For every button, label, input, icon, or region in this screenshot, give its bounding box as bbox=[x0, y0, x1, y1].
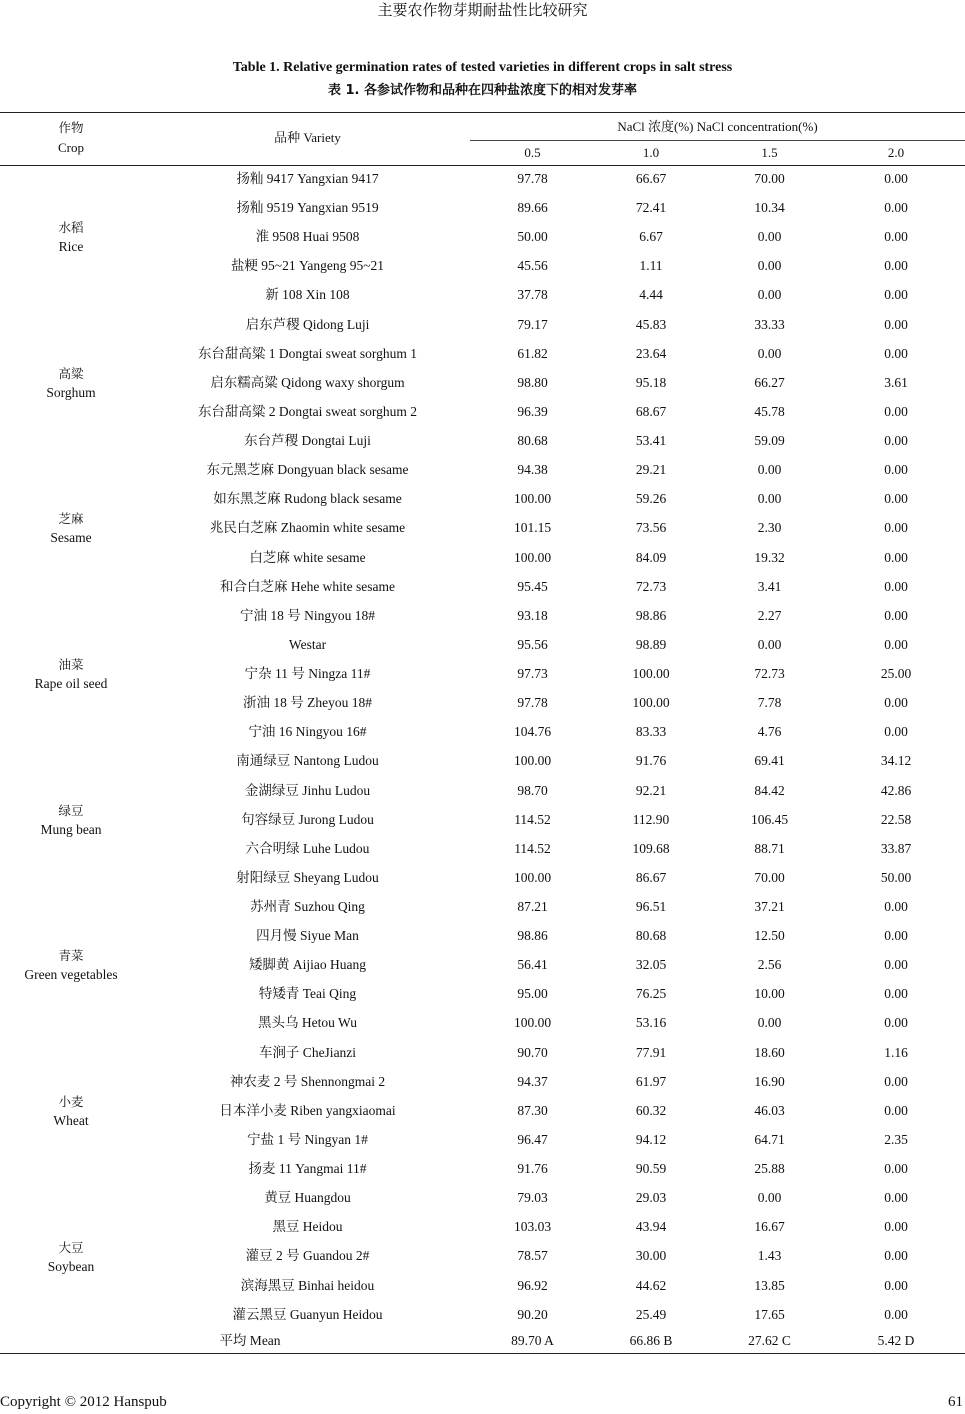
value-0.5-cell: 61.82 bbox=[517, 346, 548, 361]
crop-name-en: Sorghum bbox=[46, 385, 96, 400]
value-0.5-cell: 97.78 bbox=[517, 695, 548, 710]
value-1.0-cell: 94.12 bbox=[635, 1132, 667, 1147]
value-1.0-cell: 86.67 bbox=[635, 870, 667, 885]
value-0.5-cell: 96.92 bbox=[517, 1278, 548, 1293]
crop-name-en: Sesame bbox=[50, 530, 92, 545]
header-level-1.5: 1.5 bbox=[761, 145, 778, 160]
variety-cell: 淮 9508 Huai 9508 bbox=[255, 229, 360, 244]
crop-name-zh: 芝麻 bbox=[58, 511, 84, 526]
variety-cell: 金湖绿豆 Jinhu Ludou bbox=[244, 783, 371, 798]
variety-cell: 苏州青 Suzhou Qing bbox=[250, 899, 365, 914]
value-1.0-cell: 109.68 bbox=[632, 841, 670, 856]
value-1.5-cell: 2.56 bbox=[757, 957, 782, 972]
variety-cell: 扬籼 9417 Yangxian 9417 bbox=[236, 171, 379, 186]
variety-cell: 浙油 18 号 Zheyou 18# bbox=[243, 695, 372, 710]
value-2.0-cell: 22.58 bbox=[880, 812, 912, 827]
value-0.5-cell: 95.56 bbox=[517, 637, 548, 652]
value-1.5-cell: 10.00 bbox=[754, 986, 785, 1001]
value-1.0-cell: 66.67 bbox=[635, 171, 667, 186]
value-2.0-cell: 0.00 bbox=[884, 404, 908, 419]
value-2.0-cell: 0.00 bbox=[884, 317, 908, 332]
value-0.5-cell: 56.41 bbox=[517, 957, 548, 972]
value-0.5-cell: 100.00 bbox=[513, 491, 552, 506]
table-caption-zh: 表 1. 各参试作物和品种在四种盐浓度下的相对发芽率 bbox=[327, 83, 638, 98]
variety-cell: 宁杂 11 号 Ningza 11# bbox=[244, 666, 371, 681]
value-2.0-cell: 0.00 bbox=[884, 1190, 908, 1205]
variety-cell: 宁油 18 号 Ningyou 18# bbox=[240, 608, 375, 623]
value-2.0-cell: 0.00 bbox=[884, 957, 908, 972]
variety-cell: 射阳绿豆 Sheyang Ludou bbox=[236, 870, 379, 885]
header-level-1.0: 1.0 bbox=[642, 145, 660, 160]
crop-name-en: Rape oil seed bbox=[34, 676, 108, 691]
value-1.5-cell: 88.71 bbox=[754, 841, 785, 856]
value-2.0-cell: 0.00 bbox=[884, 986, 908, 1001]
value-1.0-cell: 72.41 bbox=[635, 200, 667, 215]
variety-cell: 六合明绿 Luhe Ludou bbox=[245, 841, 370, 856]
value-1.5-cell: 33.33 bbox=[754, 317, 785, 332]
crop-label-rape bbox=[0, 655, 142, 693]
value-0.5-cell: 98.70 bbox=[517, 783, 548, 798]
value-1.0-cell: 61.97 bbox=[635, 1074, 667, 1089]
value-0.5-cell: 97.73 bbox=[517, 666, 548, 681]
value-1.0-cell: 95.18 bbox=[635, 375, 667, 390]
crop-name-zh: 水稻 bbox=[58, 220, 84, 235]
variety-cell: 矮脚黄 Aijiao Huang bbox=[249, 957, 366, 972]
value-1.5-cell: 2.30 bbox=[757, 520, 782, 535]
value-1.0-cell: 4.44 bbox=[639, 287, 663, 302]
value-0.5-cell: 114.52 bbox=[514, 841, 551, 856]
value-0.5-cell: 89.66 bbox=[517, 200, 548, 215]
value-2.0-cell: 0.00 bbox=[884, 229, 908, 244]
value-0.5-cell: 96.39 bbox=[517, 404, 548, 419]
value-1.5-cell: 0.00 bbox=[757, 1190, 782, 1205]
variety-cell: 盐粳 95~21 Yangeng 95~21 bbox=[230, 258, 385, 273]
crop-name-zh: 高粱 bbox=[58, 366, 84, 381]
value-1.5-cell: 25.88 bbox=[754, 1161, 785, 1176]
variety-cell: 车涧子 CheJianzi bbox=[258, 1045, 357, 1060]
crop-name-en: Mung bean bbox=[40, 822, 102, 837]
value-1.5-cell: 0.00 bbox=[757, 229, 782, 244]
value-1.0-cell: 90.59 bbox=[635, 1161, 667, 1176]
value-2.0-cell: 0.00 bbox=[884, 1219, 908, 1234]
value-1.0-cell: 32.05 bbox=[635, 957, 667, 972]
value-2.0-cell: 0.00 bbox=[884, 1074, 908, 1089]
value-2.0-cell: 2.35 bbox=[884, 1132, 908, 1147]
variety-cell: 灌豆 2 号 Guandou 2# bbox=[245, 1248, 370, 1263]
value-2.0-cell: 50.00 bbox=[880, 870, 912, 885]
value-0.5-cell: 91.76 bbox=[517, 1161, 548, 1176]
value-0.5-cell: 100.00 bbox=[513, 753, 552, 768]
value-2.0-cell: 3.61 bbox=[884, 375, 908, 390]
value-1.5-cell: 64.71 bbox=[754, 1132, 785, 1147]
header-concentration: NaCl 浓度(%) NaCl concentration(%) bbox=[617, 119, 818, 134]
value-0.5-cell: 100.00 bbox=[513, 550, 552, 565]
value-1.5-cell: 16.90 bbox=[754, 1074, 785, 1089]
value-1.0-cell: 1.11 bbox=[639, 258, 663, 273]
value-2.0-cell: 25.00 bbox=[880, 666, 912, 681]
value-1.5-cell: 2.27 bbox=[757, 608, 782, 623]
value-2.0-cell: 42.86 bbox=[880, 783, 912, 798]
value-2.0-cell: 0.00 bbox=[884, 724, 908, 739]
value-1.5-cell: 0.00 bbox=[757, 491, 782, 506]
value-1.0-cell: 43.94 bbox=[635, 1219, 667, 1234]
value-2.0-cell: 0.00 bbox=[884, 1015, 908, 1030]
value-1.0-cell: 45.83 bbox=[635, 317, 667, 332]
variety-cell: 句容绿豆 Jurong Ludou bbox=[241, 812, 374, 827]
value-1.5-cell: 10.34 bbox=[754, 200, 785, 215]
value-2.0-cell: 0.00 bbox=[884, 258, 908, 273]
crop-name-en: Soybean bbox=[47, 1259, 95, 1274]
value-2.0-cell: 0.00 bbox=[884, 491, 908, 506]
value-1.5-cell: 0.00 bbox=[757, 287, 782, 302]
value-1.5-cell: 37.21 bbox=[754, 899, 785, 914]
crop-name-zh: 绿豆 bbox=[58, 803, 84, 818]
variety-cell: 启东糯高粱 Qidong waxy shorgum bbox=[210, 375, 405, 390]
value-0.5-cell: 79.17 bbox=[517, 317, 548, 332]
value-1.0-cell: 96.51 bbox=[635, 899, 667, 914]
crop-name-en: Rice bbox=[58, 239, 84, 254]
value-0.5-cell: 94.38 bbox=[517, 462, 548, 477]
value-0.5-cell: 95.00 bbox=[517, 986, 548, 1001]
mean-value-1.0: 66.86 B bbox=[629, 1333, 673, 1348]
variety-cell: 东台甜高粱 1 Dongtai sweat sorghum 1 bbox=[197, 346, 418, 361]
table-top-rule bbox=[0, 112, 965, 113]
variety-cell: 四月慢 Siyue Man bbox=[256, 928, 359, 943]
header-level-0.5: 0.5 bbox=[524, 145, 541, 160]
value-1.0-cell: 68.67 bbox=[635, 404, 667, 419]
crop-name-en: Wheat bbox=[53, 1113, 89, 1128]
variety-cell: 南通绿豆 Nantong Ludou bbox=[236, 753, 379, 768]
value-0.5-cell: 93.18 bbox=[517, 608, 548, 623]
value-1.5-cell: 0.00 bbox=[757, 346, 782, 361]
page-number: 61 bbox=[948, 1394, 963, 1410]
value-1.5-cell: 70.00 bbox=[754, 870, 785, 885]
copyright-footer: Copyright © 2012 Hanspub bbox=[0, 1394, 167, 1410]
value-2.0-cell: 0.00 bbox=[884, 1248, 908, 1263]
value-1.0-cell: 23.64 bbox=[635, 346, 667, 361]
value-2.0-cell: 0.00 bbox=[884, 433, 908, 448]
value-2.0-cell: 34.12 bbox=[880, 753, 912, 768]
value-2.0-cell: 0.00 bbox=[884, 550, 908, 565]
value-1.5-cell: 69.41 bbox=[754, 753, 785, 768]
table-caption-en: Table 1. Relative germination rates of tested varieties in different crops in salt stress bbox=[232, 60, 733, 75]
value-1.0-cell: 83.33 bbox=[635, 724, 667, 739]
value-2.0-cell: 0.00 bbox=[884, 1161, 908, 1176]
variety-cell: 和合白芝麻 Hehe white sesame bbox=[219, 579, 396, 594]
value-1.5-cell: 3.41 bbox=[757, 579, 782, 594]
value-1.0-cell: 112.90 bbox=[632, 812, 670, 827]
value-1.5-cell: 17.65 bbox=[754, 1307, 785, 1322]
value-2.0-cell: 0.00 bbox=[884, 1307, 908, 1322]
value-1.0-cell: 98.89 bbox=[635, 637, 667, 652]
crop-label-rice bbox=[0, 218, 142, 256]
value-2.0-cell: 0.00 bbox=[884, 200, 908, 215]
value-0.5-cell: 100.00 bbox=[513, 870, 552, 885]
value-1.0-cell: 92.21 bbox=[635, 783, 667, 798]
value-0.5-cell: 90.70 bbox=[517, 1045, 548, 1060]
variety-cell: 新 108 Xin 108 bbox=[265, 287, 350, 302]
value-1.5-cell: 84.42 bbox=[754, 783, 785, 798]
value-0.5-cell: 100.00 bbox=[513, 1015, 552, 1030]
value-2.0-cell: 0.00 bbox=[884, 462, 908, 477]
value-1.5-cell: 0.00 bbox=[757, 462, 782, 477]
value-1.5-cell: 4.76 bbox=[757, 724, 782, 739]
value-1.0-cell: 76.25 bbox=[635, 986, 667, 1001]
crop-label-green-vegetables bbox=[0, 946, 142, 984]
value-2.0-cell: 0.00 bbox=[884, 346, 908, 361]
mean-value-0.5: 89.70 A bbox=[511, 1333, 554, 1348]
value-1.5-cell: 66.27 bbox=[754, 375, 785, 390]
crop-name-zh: 油菜 bbox=[58, 657, 84, 672]
value-0.5-cell: 98.80 bbox=[517, 375, 548, 390]
value-0.5-cell: 78.57 bbox=[517, 1248, 548, 1263]
value-1.5-cell: 7.78 bbox=[757, 695, 782, 710]
crop-name-zh: 小麦 bbox=[58, 1094, 84, 1109]
value-0.5-cell: 94.37 bbox=[517, 1074, 548, 1089]
header-variety: 品种 Variety bbox=[274, 130, 341, 145]
value-0.5-cell: 80.68 bbox=[517, 433, 548, 448]
value-1.0-cell: 29.21 bbox=[635, 462, 667, 477]
value-1.5-cell: 106.45 bbox=[750, 812, 789, 827]
value-1.0-cell: 30.00 bbox=[635, 1248, 667, 1263]
variety-cell: 扬籼 9519 Yangxian 9519 bbox=[236, 200, 379, 215]
variety-cell: 白芝麻 white sesame bbox=[249, 550, 366, 565]
header-level-2.0: 2.0 bbox=[887, 145, 905, 160]
value-0.5-cell: 45.56 bbox=[517, 258, 548, 273]
value-0.5-cell: 103.03 bbox=[513, 1219, 552, 1234]
value-0.5-cell: 87.21 bbox=[517, 899, 548, 914]
value-0.5-cell: 37.78 bbox=[517, 287, 548, 302]
value-1.0-cell: 53.16 bbox=[635, 1015, 667, 1030]
value-2.0-cell: 0.00 bbox=[884, 695, 908, 710]
value-0.5-cell: 98.86 bbox=[517, 928, 548, 943]
mean-value-2.0: 5.42 D bbox=[877, 1333, 915, 1348]
value-0.5-cell: 95.45 bbox=[517, 579, 548, 594]
variety-cell: 滨海黑豆 Binhai heidou bbox=[240, 1278, 375, 1293]
variety-cell: 启东芦稷 Qidong Luji bbox=[245, 317, 370, 332]
value-2.0-cell: 0.00 bbox=[884, 928, 908, 943]
value-1.5-cell: 0.00 bbox=[757, 637, 782, 652]
variety-cell: 黑头乌 Hetou Wu bbox=[258, 1015, 357, 1030]
concentration-sub-rule bbox=[470, 140, 965, 141]
crop-label-sesame bbox=[0, 509, 142, 547]
value-1.5-cell: 16.67 bbox=[754, 1219, 785, 1234]
crop-label-mung-bean bbox=[0, 801, 142, 839]
running-header: 主要农作物芽期耐盐性比较研究 bbox=[377, 1, 588, 19]
variety-cell: 神农麦 2 号 Shennongmai 2 bbox=[229, 1074, 386, 1089]
value-1.5-cell: 45.78 bbox=[754, 404, 785, 419]
value-1.5-cell: 70.00 bbox=[754, 171, 785, 186]
value-1.5-cell: 18.60 bbox=[754, 1045, 785, 1060]
value-2.0-cell: 0.00 bbox=[884, 287, 908, 302]
value-1.0-cell: 60.32 bbox=[635, 1103, 667, 1118]
crop-label-wheat bbox=[0, 1092, 142, 1130]
variety-cell: 宁油 16 Ningyou 16# bbox=[248, 724, 367, 739]
value-1.5-cell: 46.03 bbox=[754, 1103, 785, 1118]
variety-cell: 如东黑芝麻 Rudong black sesame bbox=[213, 491, 402, 506]
value-1.0-cell: 100.00 bbox=[632, 666, 670, 681]
crop-label-sorghum bbox=[0, 364, 142, 402]
variety-cell: 黑豆 Heidou bbox=[272, 1219, 343, 1234]
variety-cell: 东台芦稷 Dongtai Luji bbox=[244, 433, 371, 448]
value-2.0-cell: 1.16 bbox=[884, 1045, 908, 1060]
value-1.0-cell: 25.49 bbox=[635, 1307, 667, 1322]
variety-cell: Westar bbox=[288, 637, 327, 652]
value-0.5-cell: 101.15 bbox=[513, 520, 552, 535]
value-2.0-cell: 0.00 bbox=[884, 1278, 908, 1293]
crop-name-zh: 青菜 bbox=[58, 948, 84, 963]
value-1.0-cell: 77.91 bbox=[635, 1045, 667, 1060]
crop-label-soybean bbox=[0, 1238, 142, 1276]
variety-cell: 兆民白芝麻 Zhaomin white sesame bbox=[209, 520, 406, 535]
variety-cell: 黄豆 Huangdou bbox=[264, 1190, 351, 1205]
value-1.5-cell: 59.09 bbox=[754, 433, 785, 448]
value-1.5-cell: 13.85 bbox=[754, 1278, 785, 1293]
value-1.0-cell: 84.09 bbox=[635, 550, 667, 565]
variety-cell: 宁盐 1 号 Ningyan 1# bbox=[247, 1132, 368, 1147]
value-0.5-cell: 104.76 bbox=[513, 724, 552, 739]
value-2.0-cell: 0.00 bbox=[884, 579, 908, 594]
value-2.0-cell: 0.00 bbox=[884, 899, 908, 914]
value-1.0-cell: 80.68 bbox=[635, 928, 667, 943]
variety-cell: 灌云黑豆 Guanyun Heidou bbox=[232, 1307, 383, 1322]
value-1.5-cell: 0.00 bbox=[757, 1015, 782, 1030]
value-1.0-cell: 29.03 bbox=[635, 1190, 667, 1205]
variety-cell: 东元黑芝麻 Dongyuan black sesame bbox=[206, 462, 409, 477]
value-0.5-cell: 79.03 bbox=[517, 1190, 548, 1205]
value-2.0-cell: 0.00 bbox=[884, 1103, 908, 1118]
value-2.0-cell: 33.87 bbox=[880, 841, 912, 856]
value-1.0-cell: 91.76 bbox=[635, 753, 667, 768]
table-bottom-rule bbox=[0, 1353, 965, 1354]
value-1.0-cell: 59.26 bbox=[635, 491, 667, 506]
header-crop-en: Crop bbox=[58, 140, 84, 155]
value-1.0-cell: 53.41 bbox=[635, 433, 667, 448]
crop-name-zh: 大豆 bbox=[58, 1240, 84, 1255]
value-1.0-cell: 44.62 bbox=[635, 1278, 667, 1293]
value-1.0-cell: 73.56 bbox=[635, 520, 667, 535]
value-0.5-cell: 87.30 bbox=[517, 1103, 548, 1118]
value-0.5-cell: 90.20 bbox=[517, 1307, 548, 1322]
mean-value-1.5: 27.62 C bbox=[748, 1333, 791, 1348]
value-2.0-cell: 0.00 bbox=[884, 608, 908, 623]
value-1.0-cell: 100.00 bbox=[632, 695, 670, 710]
header-bottom-rule bbox=[0, 165, 965, 166]
value-2.0-cell: 0.00 bbox=[884, 520, 908, 535]
value-1.5-cell: 1.43 bbox=[757, 1248, 782, 1263]
value-1.5-cell: 19.32 bbox=[754, 550, 785, 565]
variety-cell: 扬麦 11 Yangmai 11# bbox=[248, 1161, 367, 1176]
value-1.0-cell: 72.73 bbox=[635, 579, 667, 594]
value-0.5-cell: 97.78 bbox=[517, 171, 548, 186]
variety-cell: 特矮青 Teai Qing bbox=[258, 986, 357, 1001]
value-1.5-cell: 72.73 bbox=[754, 666, 785, 681]
value-2.0-cell: 0.00 bbox=[884, 171, 908, 186]
crop-name-en: Green vegetables bbox=[24, 967, 118, 982]
header-crop-zh: 作物 bbox=[58, 120, 84, 135]
variety-cell: 日本洋小麦 Riben yangxiaomai bbox=[219, 1103, 396, 1118]
value-1.5-cell: 12.50 bbox=[754, 928, 785, 943]
value-0.5-cell: 114.52 bbox=[514, 812, 551, 827]
value-0.5-cell: 50.00 bbox=[517, 229, 548, 244]
value-0.5-cell: 96.47 bbox=[517, 1132, 548, 1147]
value-1.0-cell: 6.67 bbox=[639, 229, 663, 244]
value-1.5-cell: 0.00 bbox=[757, 258, 782, 273]
variety-cell: 东台甜高粱 2 Dongtai sweat sorghum 2 bbox=[197, 404, 418, 419]
mean-label: 平均 Mean bbox=[219, 1333, 281, 1348]
value-1.0-cell: 98.86 bbox=[635, 608, 667, 623]
value-2.0-cell: 0.00 bbox=[884, 637, 908, 652]
